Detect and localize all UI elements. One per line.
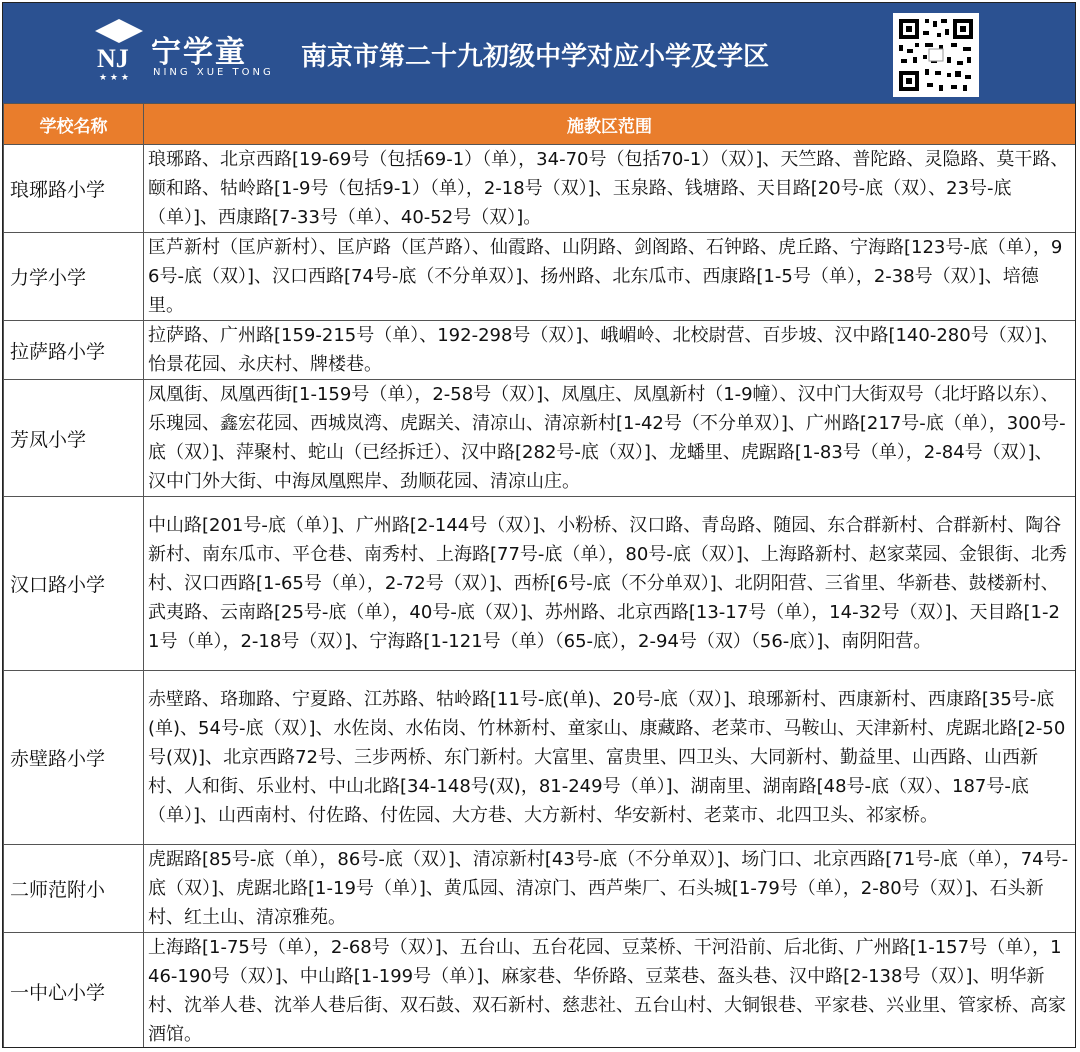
district-area: 赤壁路、珞珈路、宁夏路、江苏路、牯岭路[11号-底(单)、20号-底（双）]、琅琊新村、西康新村、西康路[35号-底(单)、54号-底（双）]、水佐岗、水佑岗、竹林新村、童家山、康藏路、老菜市、马鞍山、天津新村、虎踞北路[2-50号(双)]、北京西路72号、三步两桥、东门新村。大富里、富贵里、四卫头、大同新村、勤益里、山西路、山西新村、人和街、乐业村、中山北路[34-148号(双)，81-249号（单）]、湖南里、湖南路[48号-底（双）、187号-底（单）]、山西南村、付佐路、付佐园、大方巷、大方新村、华安新村、老菜市、北四卫头、祁家桥。 xyxy=(144,671,1076,845)
school-district-table xyxy=(3,103,1076,1048)
logo xyxy=(93,17,274,87)
table-row xyxy=(4,321,1076,380)
qr-code-icon xyxy=(893,13,979,97)
district-area: 拉萨路、广州路[159-215号（单）、192-298号（双）]、峨嵋岭、北校尉营、百步坡、汉中路[140-280号（双）]、怡景花园、永庆村、牌楼巷。 xyxy=(144,321,1076,380)
table-row xyxy=(4,380,1076,497)
page-title: 南京市第二十九初级中学对应小学及学区 xyxy=(301,42,770,72)
school-name: 拉萨路小学 xyxy=(4,321,144,380)
district-area: 上海路[1-75号（单），2-68号（双）]、五台山、五台花园、豆菜桥、干河沿前、后北街、广州路[1-157号（单），146-190号（双）]、中山路[1-199号（单）]、麻家巷、华侨路、豆菜巷、盔头巷、汉中路[2-138号（双）]、明华新村、沈举人巷、沈举人巷后街、双石鼓、双石新村、慈悲社、五台山村、大铜银巷、平家巷、兴业里、管家桥、高家酒馆。 xyxy=(144,933,1076,1049)
district-area: 虎踞路[85号-底（单），86号-底（双）]、清凉新村[43号-底（不分单双）]、场门口、北京西路[71号-底（单），74号-底（双）]、虎踞北路[1-19号（单）]、黄瓜园、清凉门、西芦柴厂、石头城[1-79号（单），2-80号（双）]、石头新村、红土山、清凉雅苑。 xyxy=(144,845,1076,933)
table-row xyxy=(4,145,1076,233)
school-name: 琅琊路小学 xyxy=(4,145,144,233)
logo-text-cn: 宁学童 xyxy=(151,35,247,70)
svg-text:★ ★ ★: ★ ★ ★ xyxy=(99,73,129,83)
logo-mark-icon xyxy=(93,17,145,83)
svg-text:NJ: NJ xyxy=(97,44,129,73)
table-row xyxy=(4,671,1076,845)
district-area: 中山路[201号-底（单）]、广州路[2-144号（双）]、小粉桥、汉口路、青岛路、随园、东合群新村、合群新村、陶谷新村、南东瓜市、平仓巷、南秀村、上海路[77号-底（单），80号-底（双）]、上海路新村、赵家菜园、金银街、北秀村、汉口西路[1-65号（单），2-72号（双）]、西桥[6号-底（不分单双）]、北阴阳营、三省里、华新巷、鼓楼新村、武夷路、云南路[25号-底（单），40号-底（双）]、苏州路、北京西路[13-17号（单），14-32号（双）]、天目路[1-21号（单），2-18号（双）]、宁海路[1-121号（单）（65-底），2-94号（双）（56-底）]、南阴阳营。 xyxy=(144,497,1076,671)
school-name: 力学小学 xyxy=(4,233,144,321)
table-row xyxy=(4,497,1076,671)
school-name: 赤壁路小学 xyxy=(4,671,144,845)
school-name: 芳凤小学 xyxy=(4,380,144,497)
header-banner xyxy=(3,3,1075,103)
district-area: 琅琊路、北京西路[19-69号（包括69-1）（单），34-70号（包括70-1）（双）]、天竺路、普陀路、灵隐路、莫干路、颐和路、牯岭路[1-9号（包括9-1）（单），2-18号（双）]、玉泉路、钱塘路、天目路[20号-底（双）、23号-底（单）]、西康路[7-33号（单）、40-52号（双）]。 xyxy=(144,145,1076,233)
table-row xyxy=(4,933,1076,1049)
school-name: 二师范附小 xyxy=(4,845,144,933)
district-area: 匡芦新村（匡庐新村）、匡庐路（匡芦路）、仙霞路、山阴路、剑阁路、石钟路、虎丘路、宁海路[123号-底（单），96号-底（双）]、汉口西路[74号-底（不分单双）]、扬州路、北东瓜市、西康路[1-5号（单），2-38号（双）]、培德里。 xyxy=(144,233,1076,321)
col-header-school: 学校名称 xyxy=(4,104,144,145)
table-row xyxy=(4,845,1076,933)
page-frame xyxy=(2,2,1076,1048)
district-area: 凤凰街、凤凰西街[1-159号（单），2-58号（双）]、凤凰庄、凤凰新村（1-9幢）、汉中门大街双号（北圩路以东）、乐瑰园、鑫宏花园、西城岚湾、虎踞关、清凉山、清凉新村[1-42号（不分单双）]、广州路[217号-底（单），300号-底（双）]、萍聚村、蛇山（已经拆迁）、汉中路[282号-底（双）]、龙蟠里、虎踞路[1-83号（单），2-84号（双）]、汉中门外大街、中海凤凰熙岸、劲顺花园、清凉山庄。 xyxy=(144,380,1076,497)
table-header-row xyxy=(4,104,1076,145)
school-name: 汉口路小学 xyxy=(4,497,144,671)
table-row xyxy=(4,233,1076,321)
logo-text-en: NING XUE TONG xyxy=(153,67,274,78)
school-name: 一中心小学 xyxy=(4,933,144,1049)
col-header-area: 施教区范围 xyxy=(144,104,1076,145)
